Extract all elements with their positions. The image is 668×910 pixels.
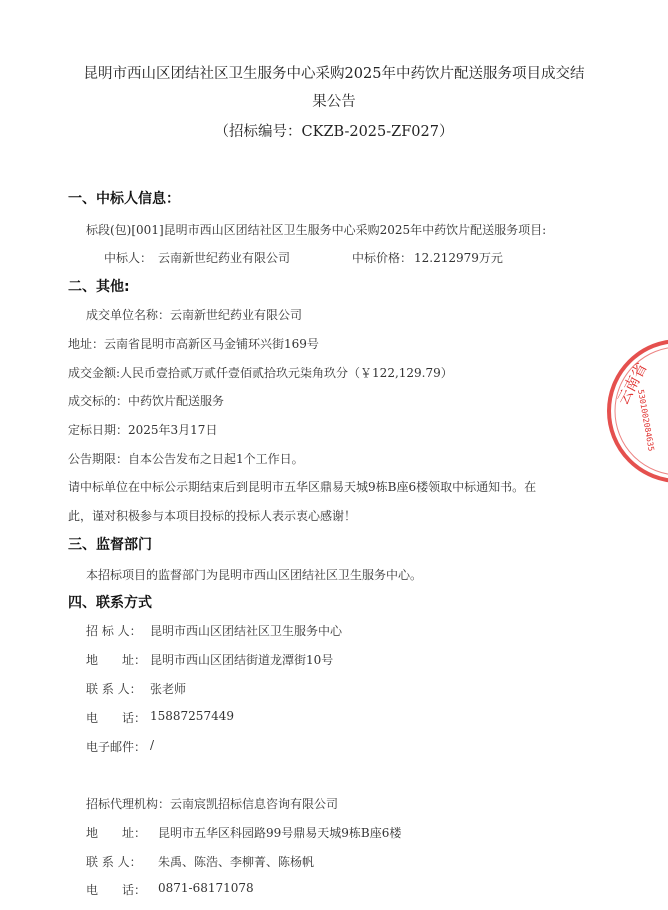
section-heading-contact: 四、联系方式 [68, 595, 152, 611]
agent-contact-label: 联 系 人： [86, 855, 142, 869]
buyer-contact-label: 联 系 人： [86, 682, 142, 696]
agent-phone-label: 电 话： [86, 883, 147, 897]
agent-address-value: 昆明市五华区科园路99号鼎易天城9栋B座6楼 [158, 826, 402, 840]
deal-address: 地址：云南省昆明市高新区马金铺环兴街169号 [68, 337, 319, 351]
tender-code: （招标编号：CKZB-2025-ZF027） [214, 124, 454, 140]
section-heading-supervision: 三、监督部门 [68, 537, 152, 553]
buyer-value: 昆明市西山区团结社区卫生服务中心 [150, 624, 343, 638]
seal-text: 云南省 [613, 359, 651, 408]
price-value: 12.212979万元 [414, 251, 503, 265]
buyer-phone-label: 电 话： [86, 711, 147, 725]
award-date: 定标日期：2025年3月17日 [68, 423, 218, 437]
section-heading-winner: 一、中标人信息： [68, 191, 180, 207]
notice-line-2: 此，谨对积极参与本项目投标的投标人表示衷心感谢！ [68, 509, 357, 523]
buyer-address-label: 地 址： [86, 653, 147, 667]
notice-line-1: 请中标单位在中标公示期结束后到昆明市五华区鼎易天城9栋B座6楼领取中标通知书。在 [68, 480, 537, 494]
section-heading-other: 二、其他: [68, 279, 130, 295]
title-line-1: 昆明市西山区团结社区卫生服务中心采购2025年中药饮片配送服务项目成交结 [83, 66, 585, 82]
deal-unit: 成交单位名称：云南新世纪药业有限公司 [86, 308, 303, 322]
winner-label: 中标人： [104, 251, 153, 265]
buyer-label: 招 标 人： [86, 624, 142, 638]
title-line-2: 果公告 [312, 94, 356, 110]
buyer-contact-value: 张老师 [150, 682, 187, 696]
lot-description: 标段(包)[001]昆明市西山区团结社区卫生服务中心采购2025年中药饮片配送服务项目: [86, 223, 547, 237]
notice-period: 公告期限：自本公告发布之日起1个工作日。 [68, 452, 304, 466]
price-label: 中标价格： [352, 251, 413, 265]
deal-subject: 成交标的：中药饮片配送服务 [68, 394, 225, 408]
agent-org: 招标代理机构：云南宸凯招标信息咨询有限公司 [86, 797, 339, 811]
buyer-phone-value: 15887257449 [150, 709, 234, 723]
supervision-text: 本招标项目的监督部门为昆明市西山区团结社区卫生服务中心。 [86, 568, 423, 582]
company-seal [604, 336, 668, 486]
buyer-email-label: 电子邮件： [86, 740, 147, 754]
deal-amount: 成交金额:人民币壹拾贰万贰仟壹佰贰拾玖元柒角玖分（￥122,129.79） [68, 366, 453, 380]
winner-value: 云南新世纪药业有限公司 [158, 251, 291, 265]
agent-address-label: 地 址： [86, 826, 147, 840]
seal-number: 5301002084635 [636, 388, 656, 453]
buyer-address-value: 昆明市西山区团结街道龙潭街10号 [150, 653, 334, 667]
agent-phone-value: 0871-68171078 [158, 881, 254, 895]
agent-contact-value: 朱禹、陈浩、李柳菁、陈杨帆 [158, 855, 315, 869]
buyer-email-value: / [150, 738, 155, 752]
